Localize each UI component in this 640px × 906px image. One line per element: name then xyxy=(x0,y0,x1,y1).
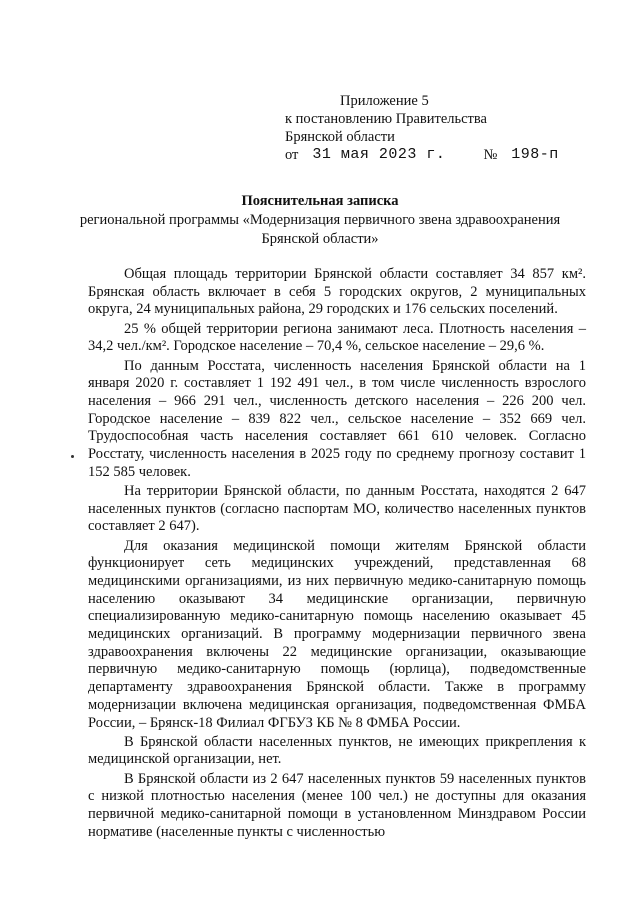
appendix-header xyxy=(285,92,605,164)
decree-date-number xyxy=(285,146,605,164)
title-heading: Пояснительная записка xyxy=(241,193,399,209)
title-line-3: Брянской области» xyxy=(261,231,379,247)
paragraph-1: Общая площадь территории Брянской области составляет 34 857 км². Брянская область включает в себя 5 городских округов, 2 муниципальных округа, 24 муниципальных района, 29 городских и 176 сельских поселений. xyxy=(88,266,586,318)
decree-number: 198-п xyxy=(511,146,559,163)
from-label: от xyxy=(285,147,299,163)
number-label: № xyxy=(483,147,498,163)
document-title xyxy=(0,192,640,249)
paragraph-5: Для оказания медицинской помощи жителям Брянской области функционирует сеть медицинских учреждений, представленная 68 медицинскими организациями, из них первичную медико-санитарную помощь населению оказывают 34 медицинские организации, первичную специализированную медико-санитарную помощь населению оказывает 45 медицинских организаций. В программу модернизации первичного звена здравоохранения включены 22 медицинские организации, оказывающие первичную медико-санитарную помощь (юрлица), подведомственные департаменту здравоохранения Брянской области. Также в программу модернизации включена медицинская организация, подведомственная ФМБА России, – Брянск-18 Филиал ФГБУЗ КБ № 8 ФМБА России. xyxy=(88,537,586,731)
decree-reference: к постановлению Правительства xyxy=(285,111,487,127)
document-body xyxy=(88,266,586,842)
paragraph-6: В Брянской области населенных пунктов, не имеющих прикрепления к медицинской организации, нет. xyxy=(88,733,586,768)
paragraph-7: В Брянской области из 2 647 населенных пунктов 59 населенных пунктов с низкой плотностью населения (менее 100 чел.) не доступны для оказания первичной медико-санитарной помощи в установленном Минздравом России нормативе (населенные пункты с численностью xyxy=(88,770,586,840)
paragraph-4: На территории Брянской области, по данным Росстата, находятся 2 647 населенных пунктов (согласно паспортам МО, количество населенных пунктов составляет 2 647). xyxy=(88,482,586,535)
region-name: Брянской области xyxy=(285,129,395,145)
paragraph-2: 25 % общей территории региона занимают леса. Плотность населения – 34,2 чел./км². Городское население – 70,4 %, сельское население – 29,6 %. xyxy=(88,320,586,355)
scan-speck xyxy=(71,455,74,458)
paragraph-3: По данным Росстата, численность населения Брянской области на 1 января 2020 г. составляет 1 192 491 чел., в том числе численность взрослого населения – 966 291 чел., численность детского населения – 226 200 чел. Городское население – 839 822 чел., сельское население – 352 669 чел. Трудоспособная часть населения составляет 661 610 человек. Согласно Росстату, численность населения в 2025 году по среднему прогнозу составит 1 152 585 человек. xyxy=(88,357,586,480)
appendix-label: Приложение 5 xyxy=(340,93,429,109)
title-line-2: региональной программы «Модернизация первичного звена здравоохранения xyxy=(79,212,561,228)
decree-date: 31 мая 2023 г. xyxy=(312,146,446,163)
